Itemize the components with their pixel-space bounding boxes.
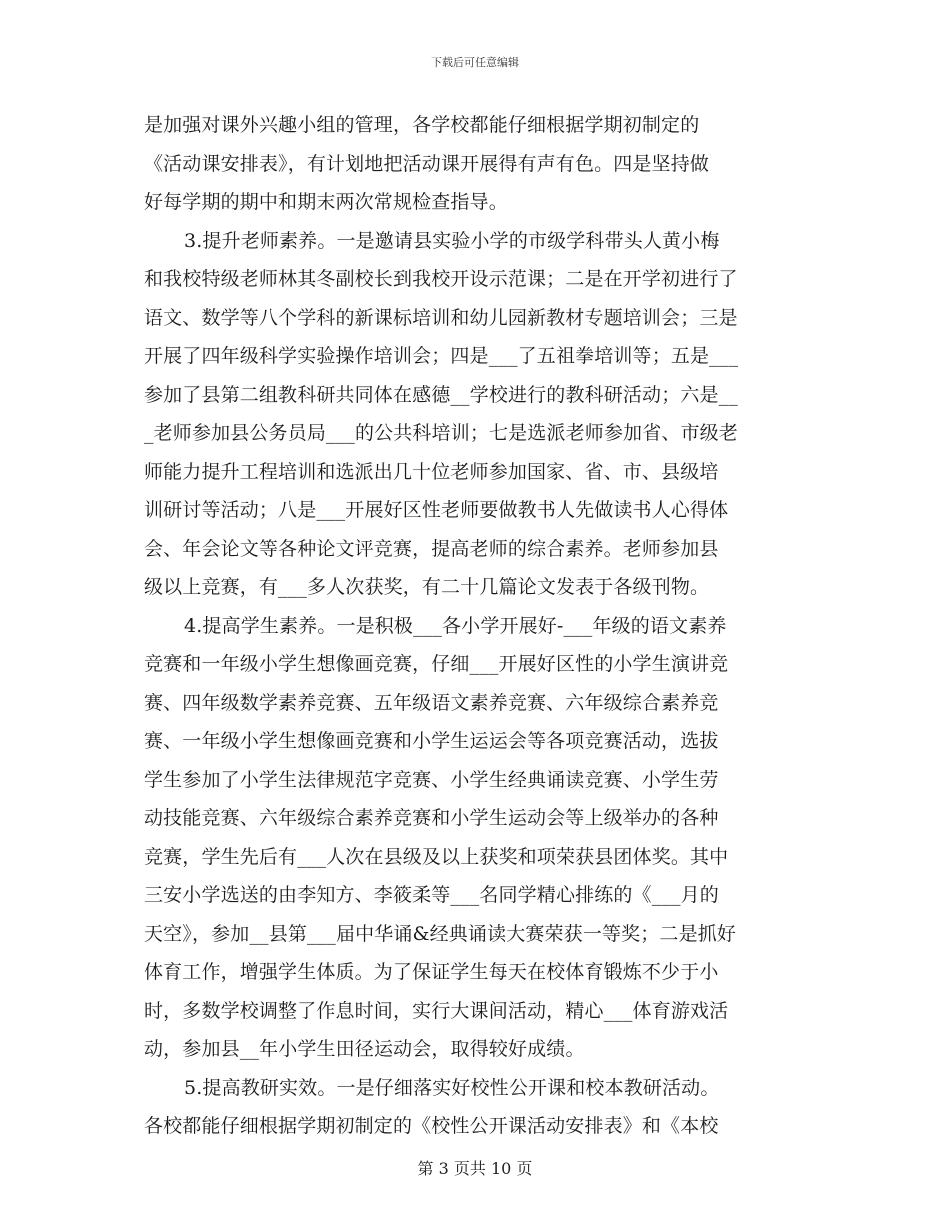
- text-line-13: 级以上竞赛，有___多人次获奖，有二十几篇论文发表于各级刊物。: [144, 576, 710, 598]
- text-line-20: 竞赛，学生先后有___人次在县级及以上获奖和项荣获县团体奖。其中: [144, 845, 729, 868]
- page-number-footer: 第 3 页共 10 页: [417, 1159, 533, 1178]
- text-line-11: 训研讨等活动；八是___开展好区性老师要做教书人先做读书人心得体: [144, 499, 729, 521]
- text-line-14-section-4-heading: 4.提高学生素养。一是积极___各小学开展好-___年级的语文素养: [184, 614, 727, 637]
- text-line-26-section-5-heading: 5.提高教研实效。一是仔细落实好校性公开课和校本教研活动。: [184, 1076, 720, 1099]
- text-line-4-section-3-heading: 3.提升老师素养。一是邀请县实验小学的市级学科带头人黄小梅: [184, 229, 720, 252]
- text-line-21: 三安小学选送的由李知方、李筱柔等___名同学精心排练的《___月的: [144, 884, 719, 906]
- text-line-22: 天空》，参加__县第___届中华诵&经典诵读大赛荣获一等奖；二是抓好: [144, 922, 737, 945]
- text-line-10: 师能力提升工程培训和选派出几十位老师参加国家、省、市、县级培: [144, 460, 719, 483]
- text-line-27: 各校都能仔细根据学期初制定的《校性公开课活动安排表》和《本校: [144, 1115, 719, 1137]
- text-line-9: _老师参加县公务员局___的公共科培训；七是选派老师参加省、市级老: [144, 422, 738, 444]
- text-line-23: 体育工作，增强学生体质。为了保证学生每天在校体育锻炼不少于小: [144, 961, 719, 983]
- text-line-8: 参加了县第二组教科研共同体在感德__学校进行的教科研活动；六是__: [144, 383, 738, 406]
- text-line-24: 时，多数学校调整了作息时间，实行大课间活动，精心___体育游戏活: [144, 999, 729, 1022]
- text-line-3: 好每学期的期中和期末两次常规检查指导。: [144, 191, 508, 213]
- text-line-7: 开展了四年级科学实验操作培训会；四是___了五祖拳培训等；五是___: [144, 345, 739, 367]
- text-line-2: 《活动课安排表》，有计划地把活动课开展得有声有色。四是坚持做: [144, 152, 710, 175]
- text-line-1: 是加强对课外兴趣小组的管理，各学校都能仔细根据学期初制定的: [144, 114, 700, 136]
- document-body: [144, 106, 804, 1146]
- text-line-19: 动技能竞赛、六年级综合素养竞赛和小学生运动会等上级举办的各种: [144, 807, 719, 829]
- text-line-25: 动，参加县__年小学生田径运动会，取得较好成绩。: [144, 1038, 585, 1060]
- text-line-16: 赛、四年级数学素养竞赛、五年级语文素养竞赛、六年级综合素养竞: [144, 691, 719, 714]
- text-line-15: 竞赛和一年级小学生想像画竞赛，仔细___开展好区性的小学生演讲竞: [144, 653, 729, 675]
- page-header: 下载后可任意编辑: [431, 56, 519, 69]
- text-line-6: 语文、数学等八个学科的新课标培训和幼儿园新教材专题培训会；三是: [144, 306, 738, 329]
- text-line-5: 和我校特级老师林其冬副校长到我校开设示范课；二是在开学初进行了: [144, 268, 738, 290]
- text-line-18: 学生参加了小学生法律规范字竞赛、小学生经典诵读竞赛、小学生劳: [144, 768, 719, 791]
- text-line-12: 会、年会论文等各种论文评竞赛，提高老师的综合素养。老师参加县: [144, 537, 719, 560]
- text-line-17: 赛、一年级小学生想像画竞赛和小学生运运会等各项竞赛活动，选拔: [144, 730, 719, 752]
